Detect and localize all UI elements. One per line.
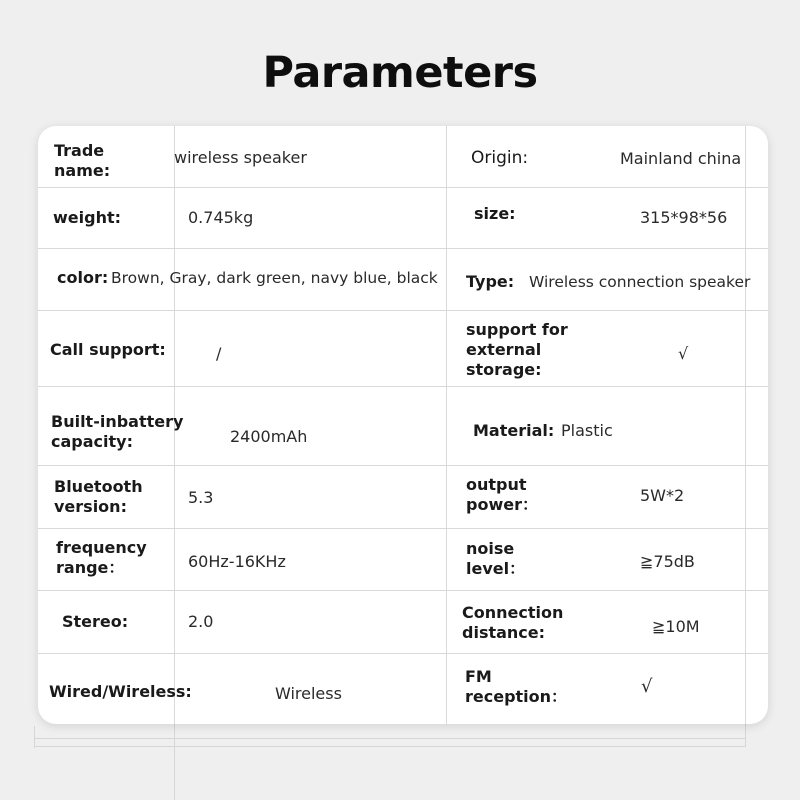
value-trade-name: wireless speaker — [174, 148, 307, 167]
label-noise-level: noise level： — [466, 539, 526, 578]
label-color: color: — [57, 268, 109, 287]
grid-line — [38, 310, 768, 311]
value-frequency-range: 60Hz-16KHz — [188, 552, 286, 571]
label-type: Type: — [466, 272, 515, 291]
label-external-storage: support for external storage: — [466, 320, 568, 379]
value-size: 315*98*56 — [640, 208, 728, 227]
value-color: Brown, Gray, dark green, navy blue, black — [111, 269, 438, 287]
grid-line — [38, 248, 768, 249]
grid-line — [38, 465, 768, 466]
value-wired-wireless: Wireless — [275, 684, 342, 703]
label-stereo: Stereo: — [62, 612, 129, 631]
label-fm-reception: FM reception： — [465, 667, 568, 706]
grid-line — [38, 528, 768, 529]
label-connection-distance: Connection distance: — [462, 603, 564, 642]
outer-grid-line — [34, 738, 746, 739]
label-trade-name: Trade name: — [54, 141, 111, 180]
grid-line — [38, 653, 768, 654]
label-origin: Origin: — [471, 148, 529, 168]
value-fm-reception: √ — [641, 676, 653, 697]
label-frequency-range: frequency range： — [56, 538, 147, 577]
grid-line — [38, 590, 768, 591]
label-output-power: output power： — [466, 475, 538, 514]
value-noise-level: ≧75dB — [640, 552, 695, 571]
label-battery-capacity: Built-inbattery capacity: — [51, 412, 184, 451]
grid-line — [38, 187, 768, 188]
page-title: Parameters — [262, 48, 538, 98]
value-external-storage: √ — [678, 344, 689, 363]
label-size: size: — [474, 204, 516, 223]
value-output-power: 5W*2 — [640, 486, 685, 505]
value-connection-distance: ≧10M — [652, 617, 700, 636]
label-call-support: Call support: — [50, 340, 166, 359]
value-call-support: / — [216, 344, 222, 363]
outer-grid-line — [34, 726, 35, 748]
parameters-table — [38, 126, 768, 724]
value-material: Plastic — [561, 421, 613, 440]
value-battery-capacity: 2400mAh — [230, 427, 308, 446]
label-bluetooth-version: Bluetooth version: — [54, 477, 143, 516]
value-origin: Mainland china — [620, 149, 742, 168]
label-weight: weight: — [53, 208, 122, 227]
outer-grid-line — [34, 746, 746, 747]
grid-line — [446, 126, 447, 724]
value-type: Wireless connection speaker — [529, 273, 751, 291]
grid-line — [745, 126, 746, 724]
value-weight: 0.745kg — [188, 208, 254, 227]
label-material: Material: — [473, 421, 555, 440]
value-bluetooth-version: 5.3 — [188, 488, 214, 507]
label-wired-wireless: Wired/Wireless: — [49, 682, 192, 701]
grid-line — [38, 386, 768, 387]
value-stereo: 2.0 — [188, 612, 214, 631]
